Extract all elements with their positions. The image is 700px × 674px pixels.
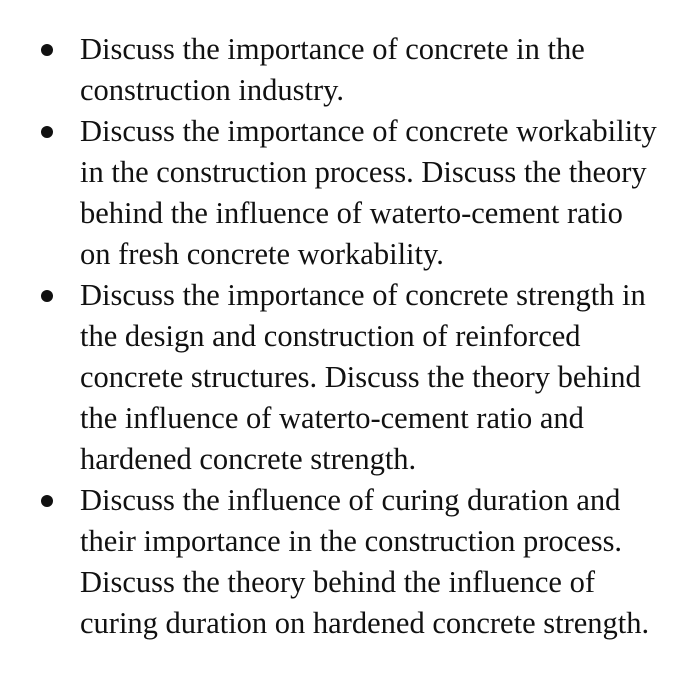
bullet-icon [41, 44, 53, 56]
item-text-line: Discuss the importance of concrete strength in [80, 278, 646, 312]
item-text-line: Discuss the importance of concrete workability [80, 114, 657, 148]
item-text-line: Discuss the importance of concrete in the [80, 32, 585, 66]
list-item [0, 29, 700, 111]
item-text-line: the influence of waterto-cement ratio and [80, 401, 584, 435]
bullet-icon [41, 495, 53, 507]
item-text-line: Discuss the influence of curing duration and [80, 483, 621, 517]
item-text-line: behind the influence of waterto-cement ratio [80, 196, 623, 230]
list-item [0, 275, 700, 480]
item-text-line: concrete structures. Discuss the theory behind [80, 360, 641, 394]
item-text-line: the design and construction of reinforced [80, 319, 581, 353]
item-text-line: in the construction process. Discuss the theory [80, 155, 647, 189]
item-text-line: Discuss the theory behind the influence of [80, 565, 595, 599]
item-text-line: their importance in the construction process. [80, 524, 623, 558]
bullet-icon [41, 126, 53, 138]
item-text-line: hardened concrete strength. [80, 442, 417, 476]
list-item [0, 480, 700, 644]
item-text-line: construction industry. [80, 73, 345, 107]
list-item [0, 111, 700, 275]
bullet-icon [41, 290, 53, 302]
item-text-line: curing duration on hardened concrete strength. [80, 606, 650, 640]
item-text-line: on fresh concrete workability. [80, 237, 444, 271]
bullet-list [0, 29, 700, 644]
